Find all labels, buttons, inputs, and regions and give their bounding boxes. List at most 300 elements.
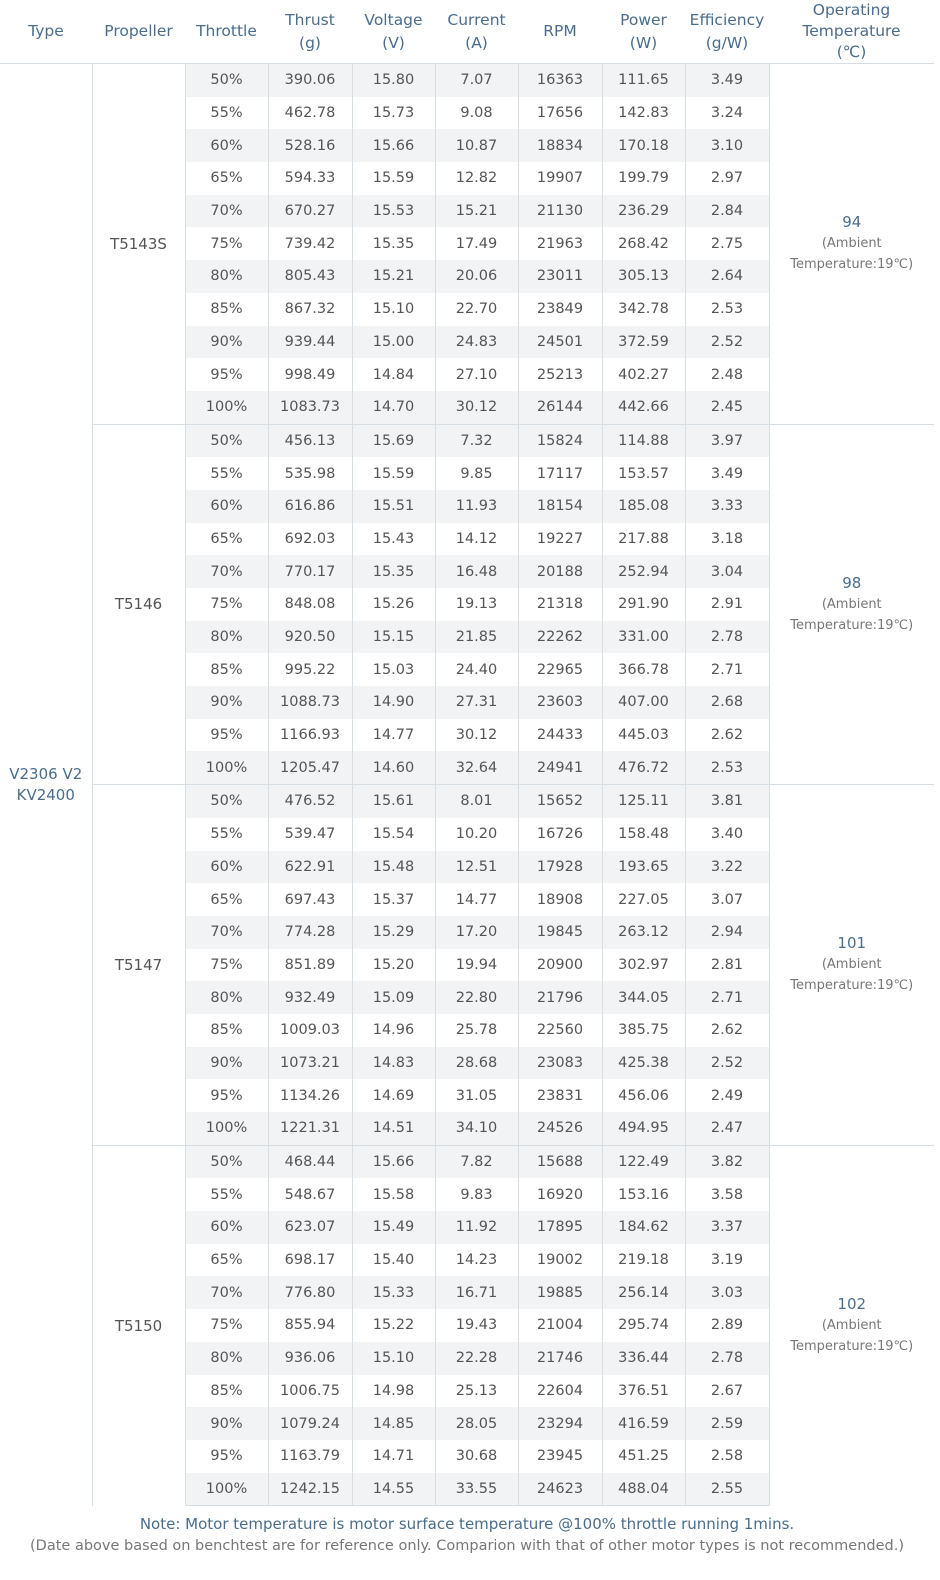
current-cell: 9.85 [435,457,518,490]
power-cell: 442.66 [602,391,685,424]
header-rpm: RPM [518,0,602,64]
rpm-cell: 17117 [518,457,602,490]
current-cell: 14.23 [435,1244,518,1277]
efficiency-cell: 2.91 [685,588,769,621]
power-cell: 185.08 [602,490,685,523]
throttle-cell: 95% [185,358,268,391]
power-cell: 445.03 [602,719,685,752]
throttle-cell: 70% [185,195,268,228]
power-cell: 291.90 [602,588,685,621]
rpm-cell: 23945 [518,1440,602,1473]
power-cell: 184.62 [602,1211,685,1244]
temperature-cell [769,424,934,785]
propeller-name: T5143S [110,234,167,253]
thrust-cell: 1221.31 [268,1112,352,1145]
thrust-cell: 528.16 [268,129,352,162]
power-cell: 227.05 [602,883,685,916]
rpm-cell: 22560 [518,1014,602,1047]
thrust-cell: 1006.75 [268,1375,352,1408]
power-cell: 402.27 [602,358,685,391]
current-cell: 16.71 [435,1276,518,1309]
current-cell: 17.20 [435,916,518,949]
voltage-cell: 14.71 [352,1440,435,1473]
efficiency-cell: 2.97 [685,162,769,195]
thrust-cell: 594.33 [268,162,352,195]
throttle-cell: 70% [185,916,268,949]
voltage-cell: 15.10 [352,1342,435,1375]
rpm-cell: 23294 [518,1407,602,1440]
throttle-cell: 85% [185,293,268,326]
power-cell: 256.14 [602,1276,685,1309]
current-cell: 17.49 [435,227,518,260]
efficiency-cell: 2.68 [685,686,769,719]
rpm-cell: 15824 [518,424,602,457]
temperature-cell [769,64,934,425]
header-power: Power (W) [602,0,685,64]
voltage-cell: 15.22 [352,1309,435,1342]
power-cell: 372.59 [602,326,685,359]
efficiency-cell: 3.22 [685,851,769,884]
current-cell: 8.01 [435,785,518,818]
voltage-cell: 15.09 [352,981,435,1014]
voltage-cell: 15.48 [352,851,435,884]
rpm-cell: 23831 [518,1079,602,1112]
throttle-cell: 90% [185,686,268,719]
thrust-cell: 1083.73 [268,391,352,424]
rpm-cell: 19885 [518,1276,602,1309]
thrust-cell: 622.91 [268,851,352,884]
current-cell: 21.85 [435,621,518,654]
rpm-cell: 23083 [518,1047,602,1080]
header-current: Current (A) [435,0,518,64]
power-cell: 305.13 [602,260,685,293]
propeller-cell [92,785,185,1146]
rpm-cell: 15652 [518,785,602,818]
power-cell: 170.18 [602,129,685,162]
throttle-cell: 90% [185,1407,268,1440]
voltage-cell: 15.20 [352,949,435,982]
throttle-cell: 75% [185,1309,268,1342]
throttle-cell: 55% [185,457,268,490]
rpm-cell: 25213 [518,358,602,391]
propeller-name: T5150 [114,1316,163,1335]
power-cell: 199.79 [602,162,685,195]
throttle-cell: 65% [185,162,268,195]
power-cell: 407.00 [602,686,685,719]
throttle-cell: 75% [185,949,268,982]
table-row [0,64,934,97]
thrust-cell: 1088.73 [268,686,352,719]
power-cell: 336.44 [602,1342,685,1375]
thrust-cell: 776.80 [268,1276,352,1309]
voltage-cell: 14.51 [352,1112,435,1145]
thrust-cell: 462.78 [268,97,352,130]
power-cell: 111.65 [602,64,685,97]
voltage-cell: 15.35 [352,555,435,588]
rpm-cell: 23011 [518,260,602,293]
throttle-cell: 75% [185,227,268,260]
voltage-cell: 14.98 [352,1375,435,1408]
rpm-cell: 24501 [518,326,602,359]
efficiency-cell: 2.59 [685,1407,769,1440]
thrust-cell: 548.67 [268,1178,352,1211]
temperature-note: (Ambient [821,596,882,612]
rpm-cell: 21130 [518,195,602,228]
power-cell: 252.94 [602,555,685,588]
power-cell: 494.95 [602,1112,685,1145]
power-cell: 476.72 [602,751,685,784]
rpm-cell: 24526 [518,1112,602,1145]
thrust-cell: 692.03 [268,523,352,556]
efficiency-cell: 3.37 [685,1211,769,1244]
table-row [0,785,934,818]
throttle-cell: 80% [185,260,268,293]
power-cell: 456.06 [602,1079,685,1112]
current-cell: 28.68 [435,1047,518,1080]
voltage-cell: 15.40 [352,1244,435,1277]
voltage-cell: 15.54 [352,818,435,851]
voltage-cell: 15.59 [352,162,435,195]
current-cell: 7.32 [435,424,518,457]
power-cell: 114.88 [602,424,685,457]
efficiency-cell: 2.94 [685,916,769,949]
temperature-value: 94 [842,213,862,232]
rpm-cell: 22604 [518,1375,602,1408]
efficiency-cell: 2.55 [685,1473,769,1506]
power-cell: 451.25 [602,1440,685,1473]
efficiency-cell: 2.78 [685,1342,769,1375]
temperature-note: Temperature:19℃) [790,1339,914,1355]
motor-type-line: KV2400 [16,785,75,804]
efficiency-cell: 3.33 [685,490,769,523]
table-body [0,64,934,1506]
throttle-cell: 85% [185,653,268,686]
power-cell: 331.00 [602,621,685,654]
current-cell: 33.55 [435,1473,518,1506]
voltage-cell: 14.84 [352,358,435,391]
current-cell: 20.06 [435,260,518,293]
rpm-cell: 17656 [518,97,602,130]
voltage-cell: 15.58 [352,1178,435,1211]
efficiency-cell: 3.97 [685,424,769,457]
efficiency-cell: 3.81 [685,785,769,818]
rpm-cell: 20900 [518,949,602,982]
efficiency-cell: 2.62 [685,1014,769,1047]
power-cell: 122.49 [602,1145,685,1178]
rpm-cell: 19845 [518,916,602,949]
thrust-cell: 1009.03 [268,1014,352,1047]
motor-type-line: V2306 V2 [9,764,83,783]
throttle-cell: 95% [185,719,268,752]
thrust-cell: 1079.24 [268,1407,352,1440]
throttle-cell: 55% [185,818,268,851]
efficiency-cell: 2.49 [685,1079,769,1112]
rpm-cell: 21746 [518,1342,602,1375]
power-cell: 416.59 [602,1407,685,1440]
voltage-cell: 15.49 [352,1211,435,1244]
efficiency-cell: 2.53 [685,293,769,326]
current-cell: 16.48 [435,555,518,588]
throttle-cell: 90% [185,326,268,359]
efficiency-cell: 3.49 [685,64,769,97]
efficiency-cell: 3.58 [685,1178,769,1211]
thrust-cell: 920.50 [268,621,352,654]
throttle-cell: 50% [185,785,268,818]
temperature-note: Temperature:19℃) [790,978,914,994]
voltage-cell: 14.85 [352,1407,435,1440]
power-cell: 342.78 [602,293,685,326]
throttle-cell: 85% [185,1375,268,1408]
thrust-cell: 670.27 [268,195,352,228]
thrust-cell: 848.08 [268,588,352,621]
power-cell: 376.51 [602,1375,685,1408]
efficiency-cell: 2.45 [685,391,769,424]
voltage-cell: 15.26 [352,588,435,621]
throttle-cell: 55% [185,97,268,130]
thrust-cell: 468.44 [268,1145,352,1178]
header-temperature: Operating Temperature (℃) [769,0,934,64]
throttle-cell: 60% [185,851,268,884]
temperature-note: (Ambient [821,236,882,252]
current-cell: 24.40 [435,653,518,686]
voltage-cell: 15.80 [352,64,435,97]
power-cell: 263.12 [602,916,685,949]
throttle-cell: 85% [185,1014,268,1047]
thrust-cell: 1163.79 [268,1440,352,1473]
voltage-cell: 15.43 [352,523,435,556]
current-cell: 25.78 [435,1014,518,1047]
power-cell: 425.38 [602,1047,685,1080]
temperature-cell [769,785,934,1146]
current-cell: 24.83 [435,326,518,359]
efficiency-cell: 2.89 [685,1309,769,1342]
rpm-cell: 19227 [518,523,602,556]
thrust-cell: 867.32 [268,293,352,326]
footnote [0,1505,934,1557]
rpm-cell: 16920 [518,1178,602,1211]
rpm-cell: 21796 [518,981,602,1014]
throttle-cell: 90% [185,1047,268,1080]
throttle-cell: 100% [185,1473,268,1506]
power-cell: 193.65 [602,851,685,884]
voltage-cell: 15.59 [352,457,435,490]
efficiency-cell: 2.71 [685,981,769,1014]
throttle-cell: 50% [185,1145,268,1178]
efficiency-cell: 2.48 [685,358,769,391]
throttle-cell: 65% [185,1244,268,1277]
throttle-cell: 50% [185,424,268,457]
rpm-cell: 17895 [518,1211,602,1244]
thrust-cell: 390.06 [268,64,352,97]
propeller-cell [92,64,185,425]
power-cell: 217.88 [602,523,685,556]
efficiency-cell: 2.52 [685,1047,769,1080]
efficiency-cell: 3.07 [685,883,769,916]
voltage-cell: 14.83 [352,1047,435,1080]
voltage-cell: 15.66 [352,1145,435,1178]
rpm-cell: 26144 [518,391,602,424]
voltage-cell: 15.33 [352,1276,435,1309]
current-cell: 34.10 [435,1112,518,1145]
throttle-cell: 60% [185,129,268,162]
rpm-cell: 17928 [518,851,602,884]
voltage-cell: 15.37 [352,883,435,916]
current-cell: 9.08 [435,97,518,130]
current-cell: 25.13 [435,1375,518,1408]
voltage-cell: 15.53 [352,195,435,228]
thrust-cell: 851.89 [268,949,352,982]
voltage-cell: 14.69 [352,1079,435,1112]
current-cell: 15.21 [435,195,518,228]
rpm-cell: 19907 [518,162,602,195]
voltage-cell: 14.96 [352,1014,435,1047]
power-cell: 153.16 [602,1178,685,1211]
throttle-cell: 60% [185,1211,268,1244]
efficiency-cell: 2.78 [685,621,769,654]
throttle-cell: 80% [185,621,268,654]
header-thrust: Thrust (g) [268,0,352,64]
voltage-cell: 15.61 [352,785,435,818]
throttle-cell: 60% [185,490,268,523]
voltage-cell: 15.66 [352,129,435,162]
voltage-cell: 14.70 [352,391,435,424]
thrust-cell: 805.43 [268,260,352,293]
rpm-cell: 21004 [518,1309,602,1342]
current-cell: 14.77 [435,883,518,916]
voltage-cell: 14.90 [352,686,435,719]
thrust-cell: 770.17 [268,555,352,588]
temperature-cell [769,1145,934,1506]
throttle-cell: 80% [185,981,268,1014]
power-cell: 302.97 [602,949,685,982]
header-row [0,0,934,64]
current-cell: 11.92 [435,1211,518,1244]
rpm-cell: 15688 [518,1145,602,1178]
current-cell: 19.94 [435,949,518,982]
efficiency-cell: 2.71 [685,653,769,686]
rpm-cell: 24941 [518,751,602,784]
table-row [0,424,934,457]
current-cell: 30.12 [435,719,518,752]
propeller-name: T5146 [114,595,163,614]
propeller-cell [92,1145,185,1506]
footnote-main: Note: Motor temperature is motor surface temperature @100% throttle running 1mins. [139,1515,795,1533]
thrust-cell: 939.44 [268,326,352,359]
rpm-cell: 18154 [518,490,602,523]
power-cell: 268.42 [602,227,685,260]
efficiency-cell: 2.64 [685,260,769,293]
current-cell: 12.51 [435,851,518,884]
temperature-note: (Ambient [821,1318,882,1334]
power-cell: 366.78 [602,653,685,686]
thrust-cell: 616.86 [268,490,352,523]
efficiency-cell: 2.52 [685,326,769,359]
efficiency-cell: 2.75 [685,227,769,260]
thrust-cell: 1166.93 [268,719,352,752]
rpm-cell: 18834 [518,129,602,162]
efficiency-cell: 2.67 [685,1375,769,1408]
rpm-cell: 23849 [518,293,602,326]
power-cell: 344.05 [602,981,685,1014]
rpm-cell: 18908 [518,883,602,916]
motor-type-cell [0,64,92,1506]
throttle-cell: 80% [185,1342,268,1375]
footnote-sub: (Date above based on benchtest are for reference only. Comparion with that of other motor types is not recommended.) [30,1538,904,1554]
current-cell: 9.83 [435,1178,518,1211]
efficiency-cell: 3.49 [685,457,769,490]
efficiency-cell: 2.84 [685,195,769,228]
voltage-cell: 15.03 [352,653,435,686]
propeller-name: T5147 [114,955,163,974]
temperature-note: Temperature:19℃) [790,617,914,633]
efficiency-cell: 2.62 [685,719,769,752]
rpm-cell: 24623 [518,1473,602,1506]
rpm-cell: 19002 [518,1244,602,1277]
current-cell: 22.70 [435,293,518,326]
current-cell: 11.93 [435,490,518,523]
efficiency-cell: 3.40 [685,818,769,851]
table-header [0,0,934,64]
thrust-cell: 697.43 [268,883,352,916]
current-cell: 14.12 [435,523,518,556]
thrust-cell: 855.94 [268,1309,352,1342]
throttle-cell: 75% [185,588,268,621]
efficiency-cell: 2.81 [685,949,769,982]
rpm-cell: 16363 [518,64,602,97]
voltage-cell: 15.10 [352,293,435,326]
throttle-cell: 50% [185,64,268,97]
power-cell: 153.57 [602,457,685,490]
current-cell: 27.10 [435,358,518,391]
efficiency-cell: 3.82 [685,1145,769,1178]
efficiency-cell: 2.53 [685,751,769,784]
thrust-cell: 1205.47 [268,751,352,784]
throttle-cell: 55% [185,1178,268,1211]
current-cell: 30.68 [435,1440,518,1473]
efficiency-cell: 3.04 [685,555,769,588]
power-cell: 295.74 [602,1309,685,1342]
current-cell: 32.64 [435,751,518,784]
header-voltage: Voltage (V) [352,0,435,64]
voltage-cell: 15.51 [352,490,435,523]
propeller-cell [92,424,185,785]
rpm-cell: 22965 [518,653,602,686]
thrust-cell: 1073.21 [268,1047,352,1080]
voltage-cell: 15.73 [352,97,435,130]
efficiency-cell: 3.03 [685,1276,769,1309]
current-cell: 22.80 [435,981,518,1014]
voltage-cell: 15.69 [352,424,435,457]
rpm-cell: 22262 [518,621,602,654]
throttle-cell: 65% [185,523,268,556]
power-cell: 158.48 [602,818,685,851]
throttle-cell: 100% [185,751,268,784]
rpm-cell: 16726 [518,818,602,851]
efficiency-cell: 2.58 [685,1440,769,1473]
current-cell: 12.82 [435,162,518,195]
thrust-cell: 456.13 [268,424,352,457]
rpm-cell: 21963 [518,227,602,260]
voltage-cell: 14.60 [352,751,435,784]
voltage-cell: 15.21 [352,260,435,293]
voltage-cell: 15.29 [352,916,435,949]
header-throttle: Throttle [185,0,268,64]
thrust-cell: 476.52 [268,785,352,818]
thrust-cell: 1242.15 [268,1473,352,1506]
current-cell: 30.12 [435,391,518,424]
header-propeller: Propeller [92,0,185,64]
current-cell: 7.07 [435,64,518,97]
